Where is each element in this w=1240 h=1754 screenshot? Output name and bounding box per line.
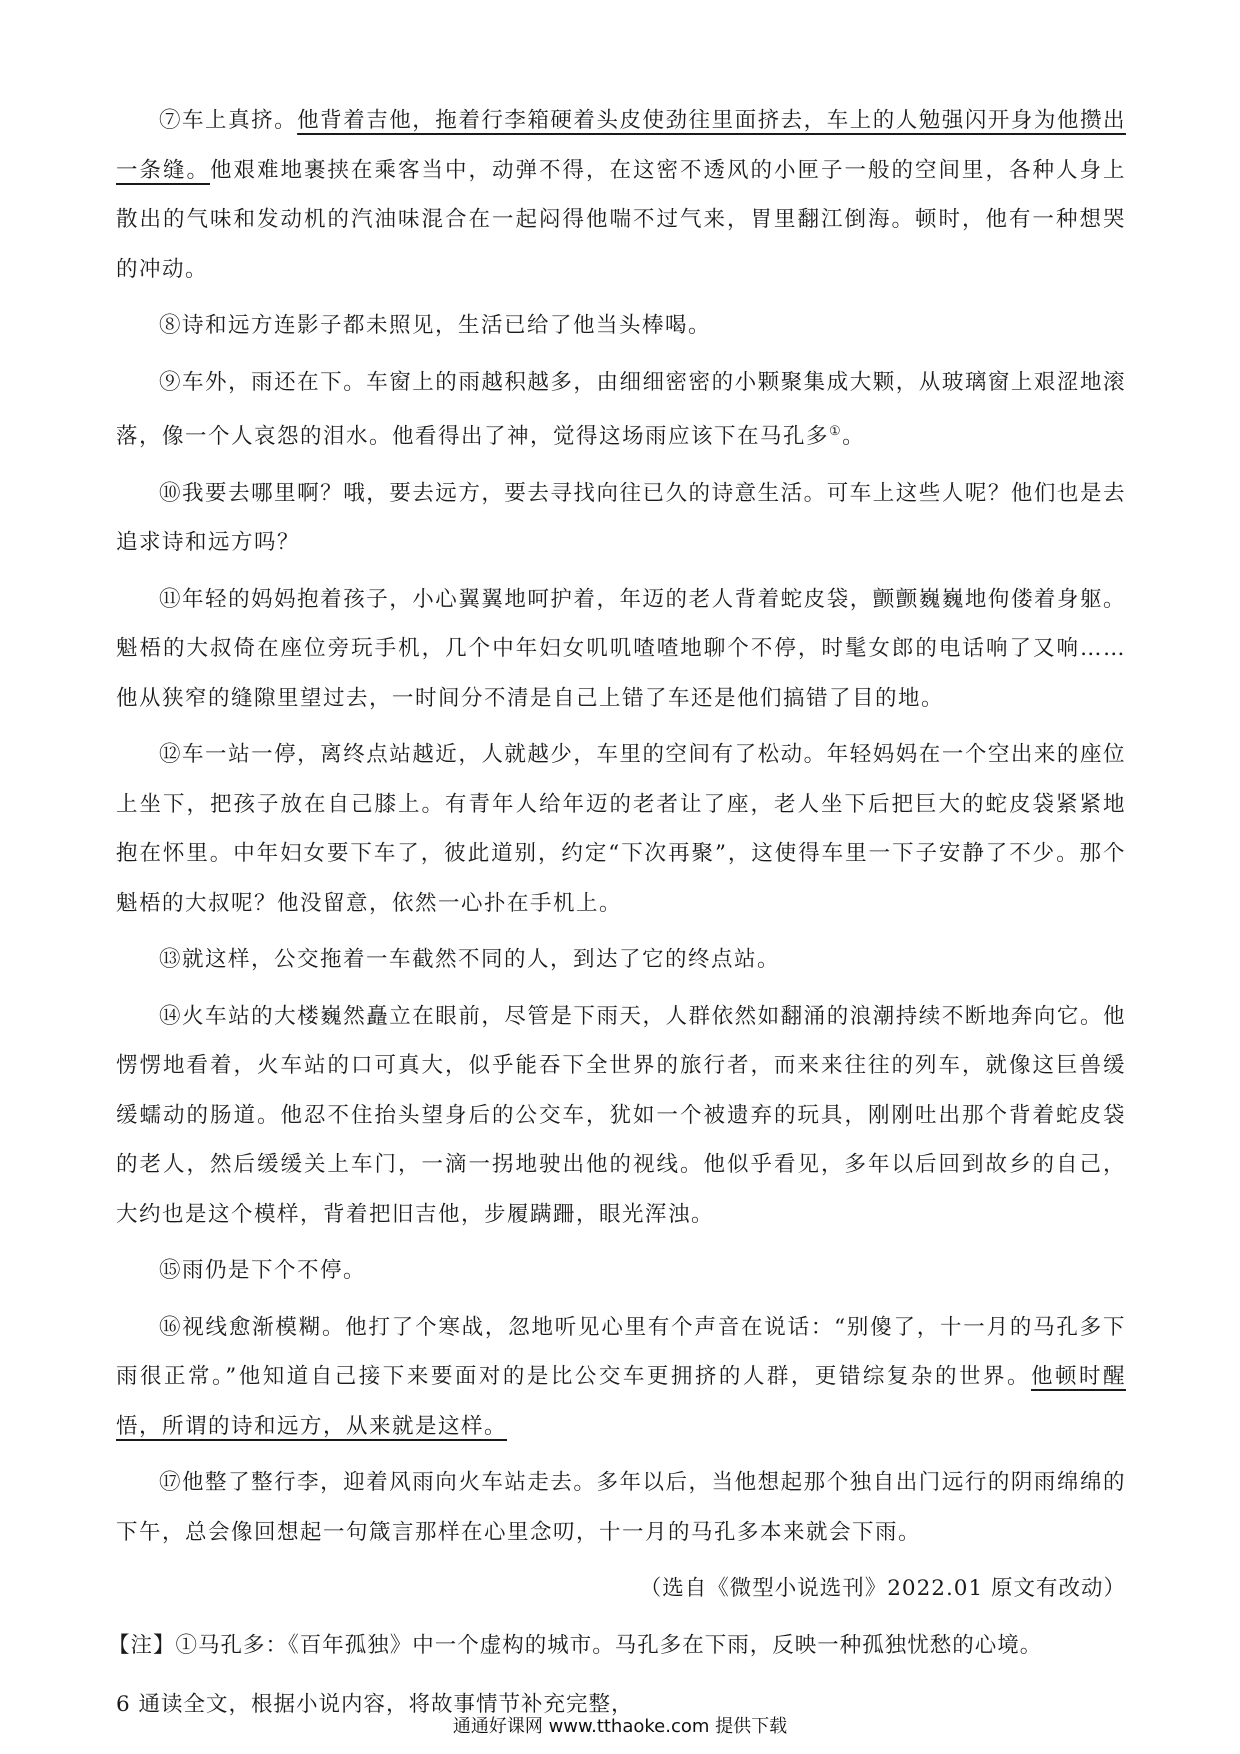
paragraph-text: 就这样，公交拖着一车截然不同的人，到达了它的终点站。 xyxy=(182,947,781,973)
paragraph xyxy=(116,1303,1126,1452)
paragraph xyxy=(116,96,1126,294)
paragraph-number: ⑨ xyxy=(159,369,183,395)
page-footer: 通通好课网 www.tthaoke.com 提供下载 xyxy=(452,1716,788,1737)
footnote: 【注】①马孔多：《百年孤独》中一个虚构的城市。马孔多在下雨，反映一种孤独忧愁的心境。 xyxy=(108,1632,1043,1658)
paragraph-number: ⑬ xyxy=(159,947,183,973)
paragraph-text: 。 xyxy=(842,424,866,450)
paragraph xyxy=(116,730,1126,928)
paragraph-text: 他艰难地裹挟在乘客当中，动弹不得，在这密不透风的小匣子一般的空间里，各种人身上散出的气味和发动机的汽油味混合在一起闷得他喘不过气来，胃里翻江倒海。顿时，他有一种想哭的冲动。 xyxy=(116,157,1126,282)
underlined-sentence: 他背着吉他，拖着行李箱硬着头皮使劲往里面挤去，车上的人勉强闪开身为他攒出一条缝。 xyxy=(116,108,1126,183)
paragraph-text: 诗和远方连影子都未照见，生活已给了他当头棒喝。 xyxy=(182,313,712,338)
paragraph-number: ⑰ xyxy=(159,1470,183,1496)
question-6: 6 通读全文，根据小说内容，将故事情节补充完整， xyxy=(116,1692,634,1718)
paragraph-number: ⑮ xyxy=(159,1258,183,1284)
paragraph-number: ⑦ xyxy=(159,108,183,133)
paragraph xyxy=(116,935,1126,985)
story-paragraphs xyxy=(116,96,1126,1557)
paragraph-number: ⑧ xyxy=(159,313,183,338)
paragraph xyxy=(116,358,1126,462)
paragraph-text: 车上真挤。 xyxy=(182,108,298,133)
underlined-sentence: 他顿时醒悟，所谓的诗和远方，从来就是这样。 xyxy=(116,1364,1126,1439)
paragraph-number: ⑫ xyxy=(159,742,183,768)
paragraph-number: ⑭ xyxy=(159,1003,183,1029)
paragraph xyxy=(116,575,1126,724)
paragraph-text: 年轻的妈妈抱着孩子，小心翼翼地呵护着，年迈的老人背着蛇皮袋，颤颤巍巍地佝偻着身躯。魁梧的大叔倚在座位旁玩手机，几个中年妇女叽叽喳喳地聊个不停，时髦女郎的电话响了又响……他从狭窄的缝隙里望过去，一时间分不清是自己上错了车还是他们搞错了目的地。 xyxy=(116,586,1126,711)
article-body xyxy=(108,96,1126,1730)
paragraph-text: 雨仍是下个不停。 xyxy=(182,1258,367,1284)
paragraph xyxy=(116,1246,1126,1296)
paragraph xyxy=(116,469,1126,568)
paragraph xyxy=(116,301,1126,351)
paragraph-text: 车一站一停，离终点站越近，人就越少，车里的空间有了松动。年轻妈妈在一个空出来的座位上坐下，把孩子放在自己膝上。有青年人给年迈的老者让了座，老人坐下后把巨大的蛇皮袋紧紧地抱在怀里。中年妇女要下车了，彼此道别，约定“下次再聚”，这使得车里一下子安静了不少。那个魁梧的大叔呢？他没留意，依然一心扑在手机上。 xyxy=(116,742,1126,916)
paragraph-text: 视线愈渐模糊。他打了个寒战，忽地听见心里有个声音在说话：“别傻了，十一月的马孔多下雨很正常。”他知道自己接下来要面对的是比公交车更拥挤的人群，更错综复杂的世界。 xyxy=(116,1314,1126,1390)
paragraph-text: 我要去哪里啊？哦，要去远方，要去寻找向往已久的诗意生活。可车上这些人呢？他们也是去追求诗和远方吗？ xyxy=(116,480,1126,556)
paragraph xyxy=(116,1458,1126,1557)
paragraph-text: 火车站的大楼巍然矗立在眼前，尽管是下雨天，人群依然如翻涌的浪潮持续不断地奔向它。他愣愣地看着，火车站的口可真大，似乎能吞下全世界的旅行者，而来来往往的列车，就像这巨兽缓缓蠕动的肠道。他忍不住抬头望身后的公交车，犹如一个被遗弃的玩具，刚刚吐出那个背着蛇皮袋的老人，然后缓缓关上车门，一滴一拐地驶出他的视线。他似乎看见，多年以后回到故乡的自己，大约也是这个模样，背着把旧吉他，步履蹒跚，眼光浑浊。 xyxy=(116,1003,1126,1227)
paragraph xyxy=(116,992,1126,1240)
source-citation: （选自《微型小说选刊》2022.01 原文有改动） xyxy=(639,1576,1126,1602)
paragraph-text: 他整了整行李，迎着风雨向火车站走去。多年以后，当他想起那个独自出门远行的阴雨绵绵的下午，总会像回想起一句箴言那样在心里念叨，十一月的马孔多本来就会下雨。 xyxy=(116,1470,1126,1545)
paragraph-number: ⑪ xyxy=(159,586,183,612)
paragraph-text: 车外，雨还在下。车窗上的雨越积越多，由细细密密的小颗聚集成大颗，从玻璃窗上艰涩地滚落，像一个人哀怨的泪水。他看得出了神，觉得这场雨应该下在马孔多 xyxy=(116,369,1126,450)
paragraph-number: ⑯ xyxy=(159,1314,183,1340)
footnote-mark: ① xyxy=(829,424,843,439)
paragraph-number: ⑩ xyxy=(159,480,183,506)
